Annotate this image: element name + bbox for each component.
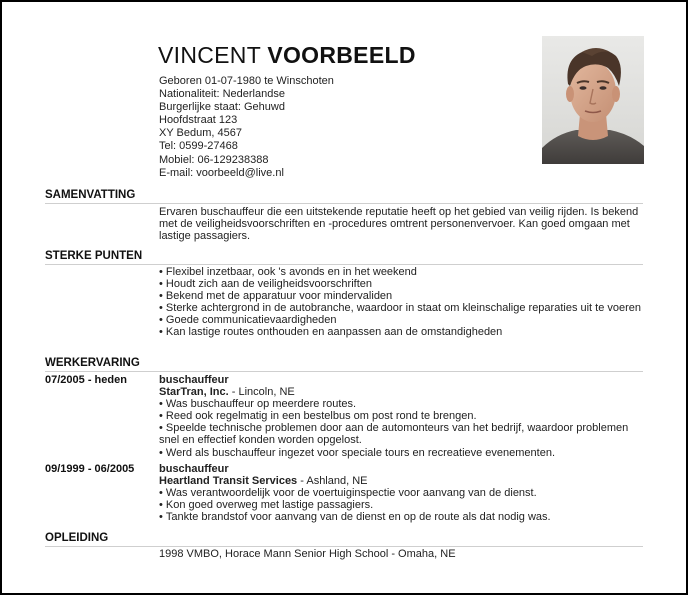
phone: Tel: 0599-27468 <box>159 140 238 153</box>
summary-heading: SAMENVATTING <box>45 189 136 201</box>
experience-heading: WERKERVARING <box>45 357 140 369</box>
list-item: • Houdt zich aan de veiligheidsvoorschriften <box>159 278 647 290</box>
portrait-image <box>542 36 644 164</box>
candidate-name <box>158 42 416 69</box>
birth-info: Geboren 01-07-1980 te Winschoten <box>159 75 334 87</box>
company-location: - Ashland, NE <box>297 475 368 488</box>
section-divider <box>45 203 643 204</box>
section-divider <box>45 546 643 547</box>
list-item: • Tankte brandstof voor aanvang van de dienst en op de route als dat nodig was. <box>159 511 647 523</box>
company-name: StarTran, Inc. <box>159 386 229 399</box>
list-item: • Bekend met de apparatuur voor mindervaliden <box>159 290 647 302</box>
list-item: • Reed ook regelmatig in een bestelbus om post rond te brengen. <box>159 410 647 422</box>
job-title: buschauffeur <box>159 374 229 386</box>
street-address: Hoofdstraat 123 <box>159 114 238 127</box>
company-location: - Lincoln, NE <box>228 386 295 399</box>
list-item: • Was verantwoordelijk voor de voertuiginspectie voor aanvang van de dienst. <box>159 487 647 499</box>
email: E-mail: voorbeeld@live.nl <box>159 166 284 179</box>
education-text: 1998 VMBO, Horace Mann Senior High School - Omaha, NE <box>159 548 456 560</box>
strengths-list <box>159 266 647 339</box>
last-name: VOORBEELD <box>267 42 416 68</box>
postal-city: XY Bedum, 4567 <box>159 127 242 140</box>
strengths-heading: STERKE PUNTEN <box>45 250 143 262</box>
section-divider <box>45 371 643 372</box>
marital-status: Burgerlijke staat: Gehuwd <box>159 101 285 114</box>
summary-text: Ervaren buschauffeur die een uitstekende reputatie heeft op het gebied van veilig rijden. Is bekend met de veiligheidsvoorschriften en -procedures omtrent personenvervoer. Kan goed omgaan met lastige passagiers. <box>159 206 639 243</box>
mobile: Mobiel: 06-129238388 <box>159 153 269 166</box>
list-item: • Sterke achtergrond in de autobranche, waardoor in staat om kleinschalige reparaties uit te voeren <box>159 302 647 314</box>
list-item: • Werd als buschauffeur ingezet voor speciale tours en recreatieve evenementen. <box>159 447 647 459</box>
list-item: • Was buschauffeur op meerdere routes. <box>159 398 647 410</box>
list-item: • Kan lastige routes onthouden en aanpassen aan de omstandigheden <box>159 326 647 338</box>
job-dates: 07/2005 - heden <box>45 374 127 386</box>
first-name: VINCENT <box>158 42 261 68</box>
job-entry <box>159 463 647 523</box>
job-dates: 09/1999 - 06/2005 <box>45 463 135 475</box>
job-title: buschauffeur <box>159 463 229 475</box>
contact-details <box>159 75 334 180</box>
list-item: • Speelde technische problemen door aan de automonteurs van het bedrijf, waardoor problemen snel en effectief konden worden opgelost. <box>159 422 647 446</box>
nationality: Nationaliteit: Nederlandse <box>159 88 285 101</box>
job-employer <box>159 386 647 398</box>
education-heading: OPLEIDING <box>45 532 109 544</box>
list-item: • Goede communicatievaardigheden <box>159 314 647 326</box>
list-item: • Kon goed overweg met lastige passagiers. <box>159 499 647 511</box>
profile-photo <box>542 36 644 164</box>
job-employer <box>159 475 647 487</box>
section-divider <box>45 264 643 265</box>
job-entry <box>159 374 647 459</box>
company-name: Heartland Transit Services <box>159 475 298 488</box>
list-item: • Flexibel inzetbaar, ook 's avonds en in het weekend <box>159 266 647 278</box>
